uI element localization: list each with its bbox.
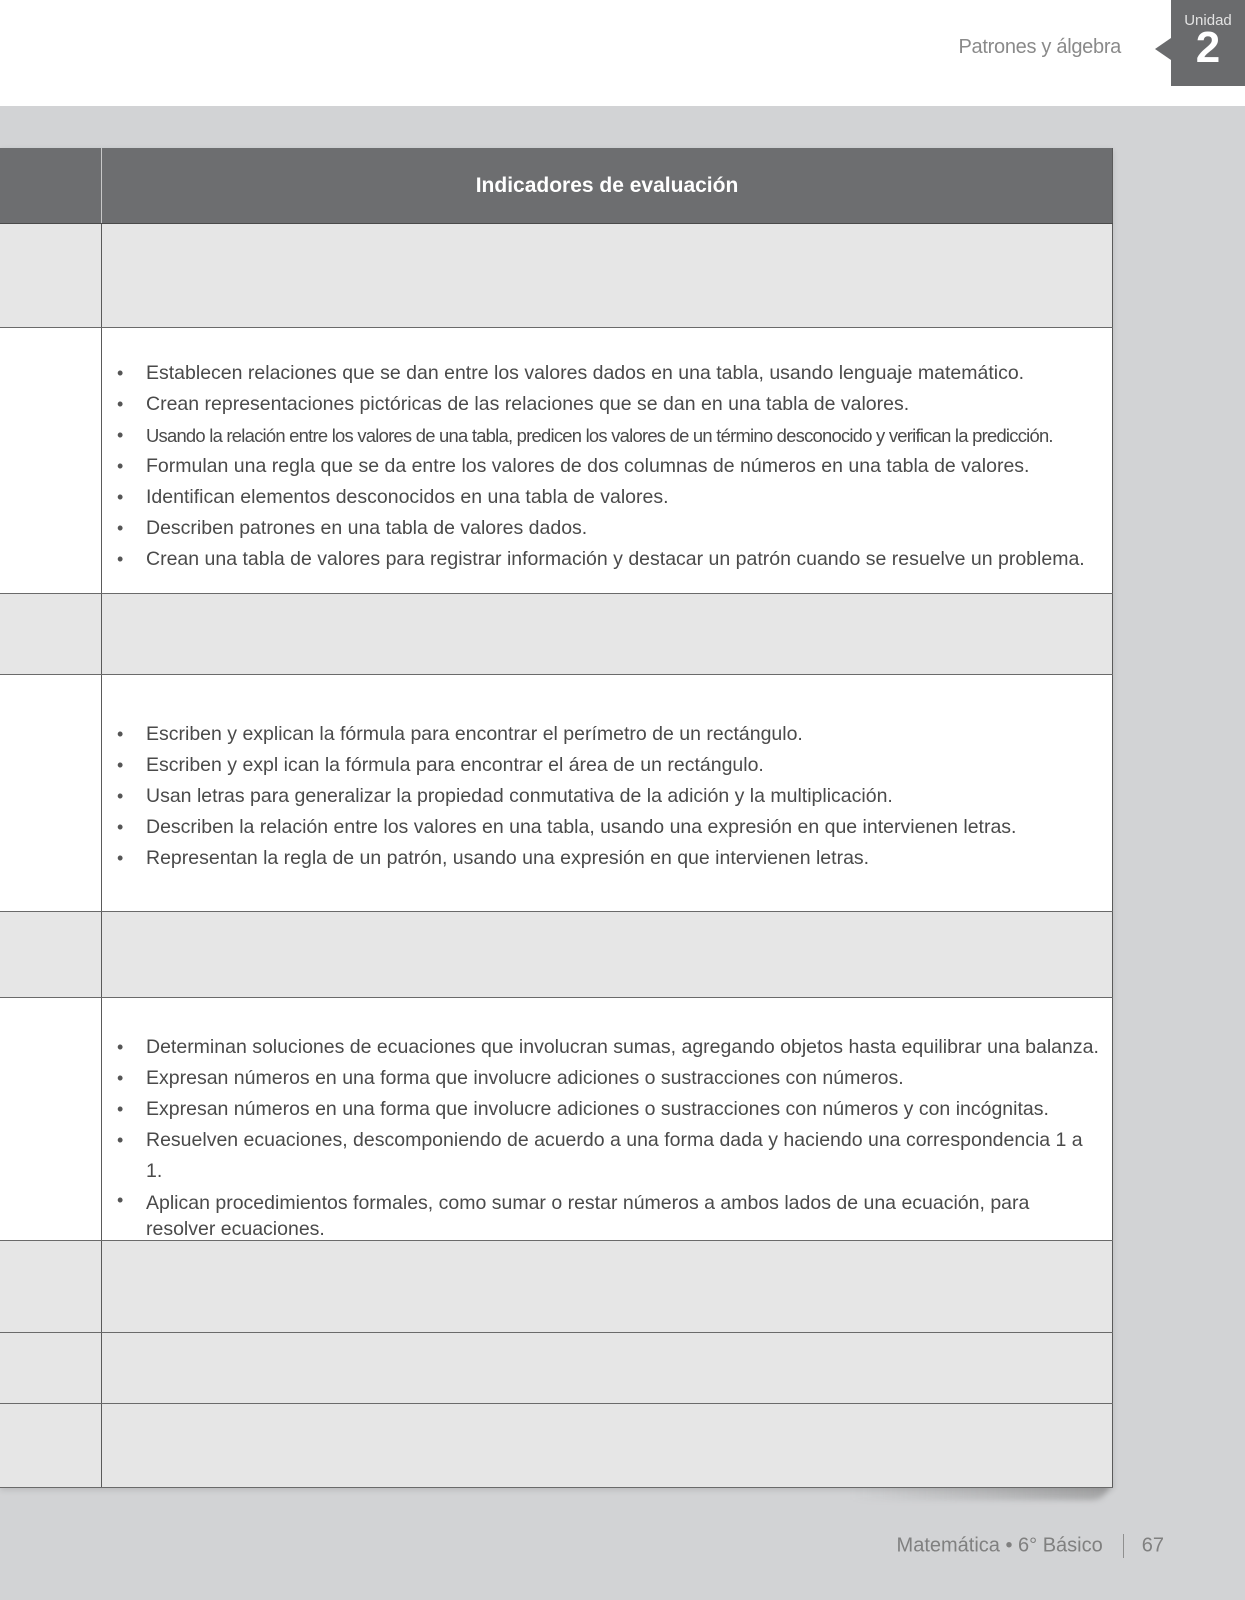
section-title: Patrones y álgebra — [958, 36, 1121, 58]
table-row — [0, 998, 1113, 1241]
list-item: • Expresan números en una forma que involucre adiciones o sustracciones con números. — [117, 1067, 904, 1089]
list-item: • Determinan soluciones de ecuaciones que involucran sumas, agregando objetos hasta equilibrar una balanza. — [117, 1036, 1099, 1058]
list-item: • Escriben y explican la fórmula para encontrar el perímetro de un rectángulo. — [117, 723, 803, 745]
evaluation-table — [0, 148, 1113, 1488]
table-row — [0, 1333, 1113, 1404]
page-number: 67 — [1141, 1534, 1164, 1557]
book-title: Matemática • 6° Básico — [896, 1534, 1103, 1557]
table-header-row — [0, 148, 1113, 224]
list-item: • Identifican elementos desconocidos en una tabla de valores. — [117, 486, 669, 508]
unit-number: 2 — [1195, 23, 1221, 72]
table-row — [0, 594, 1113, 675]
page-footer — [897, 1534, 1164, 1558]
table-row — [0, 675, 1113, 912]
list-item: • Usando la relación entre los valores de una tabla, predicen los valores de un término desconocido y verifican la predicción. — [117, 425, 1053, 446]
list-item: • Crean representaciones pictóricas de las relaciones que se dan en una tabla de valores. — [117, 393, 910, 415]
unit-tab-arrow — [1155, 38, 1171, 60]
list-item: • Aplican procedimientos formales, como sumar o restar números a ambos lados de una ecuación, para resolver ecuaciones. — [117, 1190, 1030, 1240]
indicator-list-3 — [114, 1032, 1100, 1242]
footer-divider — [1123, 1534, 1124, 1558]
header-left-cell — [0, 148, 102, 223]
list-item: • Resuelven ecuaciones, descomponiendo de acuerdo a una forma dada y haciendo una correspondencia 1 a 1. — [117, 1129, 1083, 1182]
list-item: • Describen la relación entre los valores en una tabla, usando una expresión en que intervienen letras. — [117, 816, 1017, 838]
table-row — [0, 912, 1113, 998]
table-row — [0, 224, 1113, 328]
table-row — [0, 1241, 1113, 1333]
list-item: • Escriben y expl ican la fórmula para encontrar el área de un rectángulo. — [117, 754, 764, 776]
list-item: • Formulan una regla que se da entre los valores de dos columnas de números en una tabla de valores. — [117, 455, 1030, 477]
list-item: • Describen patrones en una tabla de valores dados. — [117, 517, 588, 539]
table-row — [0, 1404, 1113, 1488]
list-item: • Usan letras para generalizar la propiedad conmutativa de la adición y la multiplicación. — [117, 785, 893, 807]
header-right-cell — [102, 148, 1113, 223]
unit-tab — [1171, 0, 1245, 86]
list-item: • Crean una tabla de valores para registrar información y destacar un patrón cuando se resuelve un problema. — [117, 548, 1085, 570]
list-item: • Expresan números en una forma que involucre adiciones o sustracciones con números y con incógnitas. — [117, 1098, 1049, 1120]
table-row — [0, 328, 1113, 594]
indicator-list-1 — [114, 358, 1100, 575]
list-item: • Representan la regla de un patrón, usando una expresión en que intervienen letras. — [117, 847, 870, 869]
indicator-list-2 — [114, 719, 1100, 874]
column-header: Indicadores de evaluación — [475, 174, 739, 197]
list-item: • Establecen relaciones que se dan entre los valores dados en una tabla, usando lenguaje matemático. — [117, 362, 1025, 384]
unit-label: Unidad — [1184, 12, 1232, 29]
